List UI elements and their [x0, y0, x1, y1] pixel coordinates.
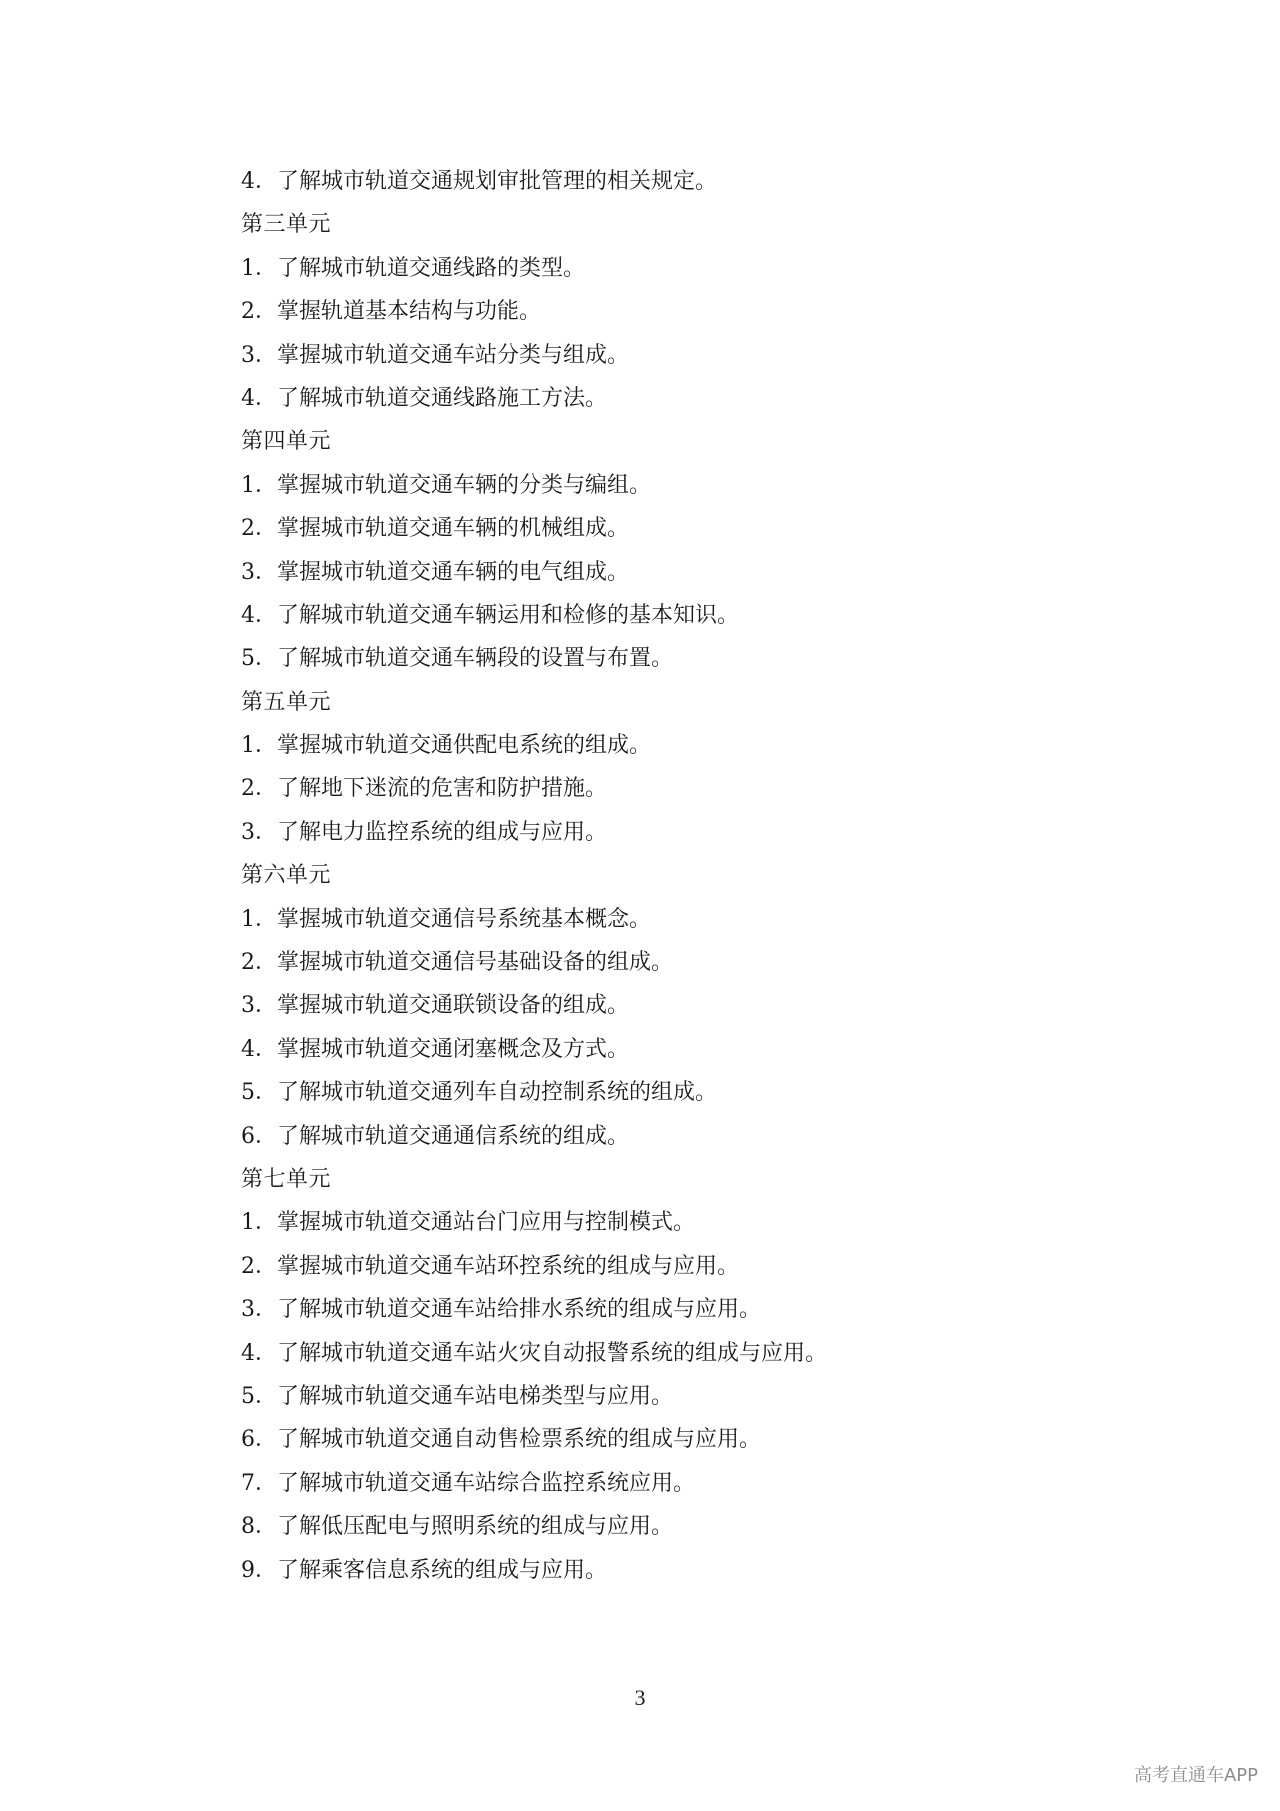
list-item — [241, 1505, 1141, 1548]
list-item-text: 掌握城市轨道交通车站环控系统的组成与应用。 — [277, 1253, 740, 1279]
list-item-number: 4． — [241, 1340, 277, 1366]
list-item-number: 8． — [241, 1514, 277, 1540]
list-item-text: 了解城市轨道交通车辆运用和检修的基本知识。 — [277, 602, 740, 628]
list-item-text: 了解城市轨道交通车站电梯类型与应用。 — [277, 1383, 674, 1409]
list-item-number: 5． — [241, 1383, 277, 1409]
list-item-number: 3． — [241, 559, 277, 585]
list-item-text: 了解城市轨道交通规划审批管理的相关规定。 — [277, 169, 718, 194]
page-content — [241, 160, 1141, 1592]
list-item-text: 掌握城市轨道交通信号系统基本概念。 — [277, 906, 652, 932]
section-heading: 第七单元 — [241, 1166, 332, 1192]
list-item-text: 掌握城市轨道交通供配电系统的组成。 — [277, 733, 652, 759]
list-item-number: 3． — [241, 993, 277, 1019]
list-item-number: 2． — [241, 776, 277, 802]
list-item-text: 了解乘客信息系统的组成与应用。 — [277, 1557, 608, 1583]
list-item-number: 1． — [241, 906, 277, 932]
list-item-text: 了解城市轨道交通车站给排水系统的组成与应用。 — [277, 1297, 762, 1323]
list-item-number: 4． — [241, 169, 277, 194]
list-item-number: 2． — [241, 1253, 277, 1279]
list-item — [241, 984, 1141, 1027]
list-item — [241, 551, 1141, 594]
list-item-number: 1． — [241, 1210, 277, 1236]
list-item-text: 掌握城市轨道交通车辆的分类与编组。 — [277, 472, 652, 498]
list-item-text: 了解地下迷流的危害和防护措施。 — [277, 776, 608, 802]
list-item-text: 掌握轨道基本结构与功能。 — [277, 299, 542, 325]
list-item — [241, 811, 1141, 854]
list-item-number: 6． — [241, 1123, 277, 1149]
app-watermark: 高考直通车APP — [1133, 1765, 1258, 1786]
list-item-number: 1． — [241, 472, 277, 498]
list-item — [241, 1332, 1141, 1375]
list-item-number: 9． — [241, 1557, 277, 1583]
section-heading: 第四单元 — [241, 429, 332, 455]
page-number: 3 — [634, 1685, 646, 1710]
list-item-text: 掌握城市轨道交通车站分类与组成。 — [277, 342, 630, 368]
list-item-text: 了解城市轨道交通车站综合监控系统应用。 — [277, 1470, 696, 1496]
list-item-number: 1． — [241, 733, 277, 759]
list-item — [241, 1375, 1141, 1418]
list-item-number: 5． — [241, 646, 277, 672]
list-item-text: 了解城市轨道交通线路施工方法。 — [277, 385, 608, 411]
list-item — [241, 1462, 1141, 1505]
list-item — [241, 507, 1141, 550]
list-item-text: 了解城市轨道交通车辆段的设置与布置。 — [277, 646, 674, 672]
section-heading: 第六单元 — [241, 863, 332, 889]
list-item — [241, 290, 1141, 333]
list-item — [241, 1549, 1141, 1592]
list-item-number: 2． — [241, 950, 277, 976]
list-item-text: 了解城市轨道交通通信系统的组成。 — [277, 1123, 630, 1149]
list-item-number: 4． — [241, 385, 277, 411]
list-item — [241, 637, 1141, 680]
list-item — [241, 464, 1141, 507]
list-item — [241, 941, 1141, 984]
list-item-text: 掌握城市轨道交通联锁设备的组成。 — [277, 993, 630, 1019]
list-item — [241, 247, 1141, 290]
section-heading: 第三单元 — [241, 212, 332, 238]
list-item-text: 了解低压配电与照明系统的组成与应用。 — [277, 1514, 674, 1540]
list-item-number: 4． — [241, 602, 277, 628]
list-item — [241, 160, 1141, 203]
list-item-text: 掌握城市轨道交通车辆的机械组成。 — [277, 516, 630, 542]
list-item-number: 4． — [241, 1036, 277, 1062]
list-item — [241, 898, 1141, 941]
list-item-number: 3． — [241, 1297, 277, 1323]
list-item-text: 掌握城市轨道交通站台门应用与控制模式。 — [277, 1210, 696, 1236]
list-item-number: 2． — [241, 516, 277, 542]
list-item — [241, 1288, 1141, 1331]
list-item — [241, 1028, 1141, 1071]
section-heading: 第五单元 — [241, 689, 332, 715]
list-item — [241, 377, 1141, 420]
list-item-text: 了解电力监控系统的组成与应用。 — [277, 819, 608, 845]
list-item — [241, 1418, 1141, 1461]
list-item-text: 了解城市轨道交通列车自动控制系统的组成。 — [277, 1080, 718, 1106]
list-item — [241, 594, 1141, 637]
list-item-text: 掌握城市轨道交通闭塞概念及方式。 — [277, 1036, 630, 1062]
list-item-number: 3． — [241, 342, 277, 368]
list-item-number: 7． — [241, 1470, 277, 1496]
list-item — [241, 334, 1141, 377]
list-item — [241, 1201, 1141, 1244]
list-item-number: 3． — [241, 819, 277, 845]
list-item-text: 掌握城市轨道交通车辆的电气组成。 — [277, 559, 630, 585]
list-item — [241, 1115, 1141, 1158]
list-item-text: 掌握城市轨道交通信号基础设备的组成。 — [277, 950, 674, 976]
list-item-text: 了解城市轨道交通车站火灾自动报警系统的组成与应用。 — [277, 1340, 828, 1366]
list-item-number: 1． — [241, 255, 277, 281]
list-item-number: 5． — [241, 1080, 277, 1106]
list-item — [241, 767, 1141, 810]
list-item — [241, 1245, 1141, 1288]
list-item-number: 2． — [241, 299, 277, 325]
list-item-text: 了解城市轨道交通自动售检票系统的组成与应用。 — [277, 1427, 762, 1453]
list-item-number: 6． — [241, 1427, 277, 1453]
list-item — [241, 724, 1141, 767]
list-item — [241, 1071, 1141, 1114]
list-item-text: 了解城市轨道交通线路的类型。 — [277, 255, 586, 281]
